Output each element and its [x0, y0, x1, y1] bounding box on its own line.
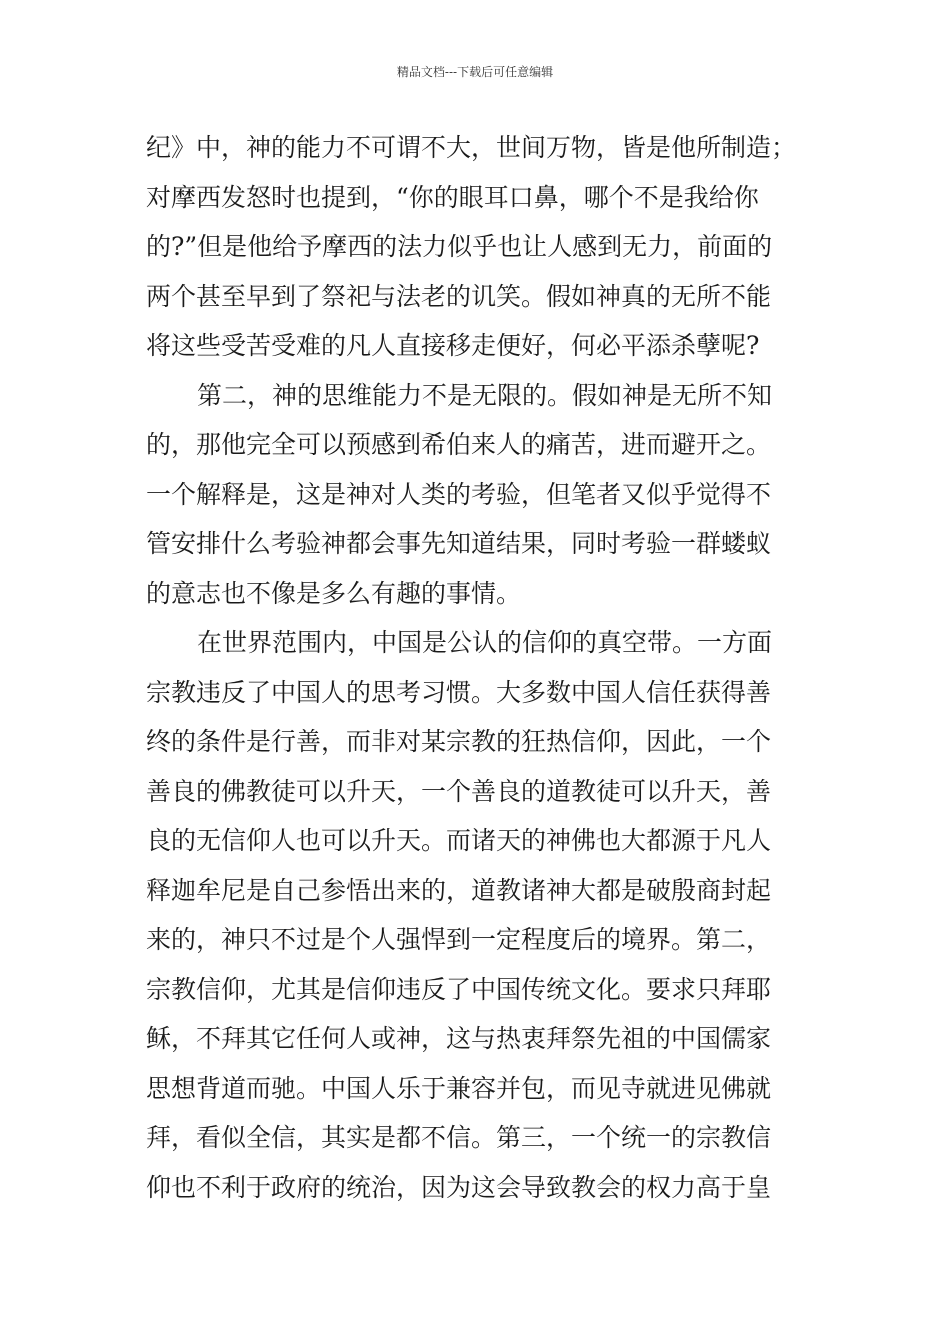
text-line: 善良的佛教徒可以升天，一个善良的道教徒可以升天，善: [146, 776, 772, 806]
text-line: 一个解释是，这是神对人类的考验，但笔者又似乎觉得不: [146, 479, 772, 509]
text-line: 的，那他完全可以预感到希伯来人的痛苦，进而避开之。: [146, 430, 772, 459]
paragraph-first-line: 第二，神的思维能力不是无限的。假如神是无所不知: [197, 380, 773, 410]
text-line: 的意志也不像是多么有趣的事情。: [146, 578, 522, 608]
text-line: 两个甚至早到了祭祀与法老的讥笑。假如神真的无所不能: [146, 281, 772, 311]
text-line: 的?”但是他给予摩西的法力似乎也让人感到无力，前面的: [146, 232, 773, 261]
text-line: 对摩西发怒时也提到，“你的眼耳口鼻，哪个不是我给你: [146, 182, 759, 212]
page-header: 精品文档---下载后可任意编辑: [396, 65, 554, 79]
text-line: 稣，不拜其它任何人或神，这与热衷拜祭先祖的中国儒家: [146, 1024, 772, 1053]
text-line: 管安排什么考验神都会事先知道结果，同时考验一群蝼蚁: [146, 529, 772, 558]
text-line: 来的，神只不过是个人强悍到一定程度后的境界。第二，: [146, 925, 772, 954]
text-line: 宗教信仰，尤其是信仰违反了中国传统文化。要求只拜耶: [146, 974, 772, 1004]
text-line: 终的条件是行善，而非对某宗教的狂热信仰，因此，一个: [146, 727, 772, 756]
text-line: 思想背道而驰。中国人乐于兼容并包，而见寺就进见佛就: [146, 1073, 772, 1103]
text-line: 释迦牟尼是自己参悟出来的，道教诸神大都是破殷商封起: [146, 875, 772, 905]
text-line: 仰也不利于政府的统治，因为这会导致教会的权力高于皇: [146, 1172, 772, 1202]
text-line: 将这些受苦受难的凡人直接移走便好，何必平添杀孽呢?: [146, 331, 760, 360]
document-body: [146, 123, 810, 1212]
text-line: 纪》中，神的能力不可谓不大，世间万物，皆是他所制造；: [146, 133, 797, 162]
text-line: 宗教违反了中国人的思考习惯。大多数中国人信任获得善: [146, 677, 772, 707]
text-line: 拜，看似全信，其实是都不信。第三，一个统一的宗教信: [146, 1123, 772, 1152]
paragraph-first-line: 在世界范围内，中国是公认的信仰的真空带。一方面: [197, 628, 773, 657]
text-line: 良的无信仰人也可以升天。而诸天的神佛也大都源于凡人: [146, 826, 772, 855]
